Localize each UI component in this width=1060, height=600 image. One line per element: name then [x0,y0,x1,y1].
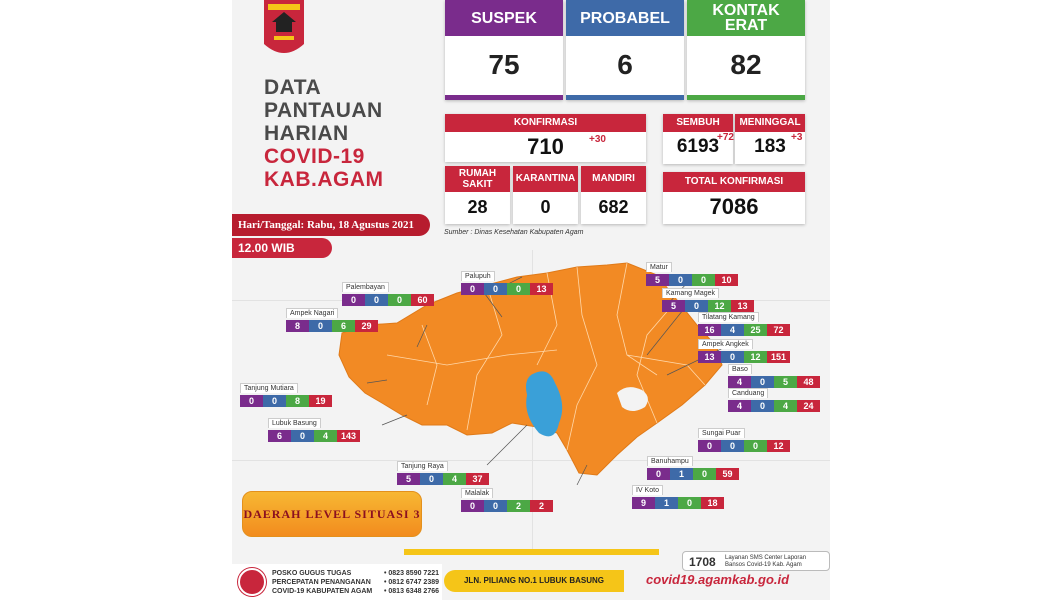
kontak-erat-label: KONTAK ERAT [687,0,805,36]
district-konfirmasi: 13 [530,283,553,295]
district-name: Tanjung Raya [397,461,448,471]
sms-desc-line: Layanan SMS Center Laporan [725,555,807,561]
district-probabel: 0 [751,376,774,388]
district-konfirmasi: 29 [355,320,378,332]
district-suspek: 8 [286,320,309,332]
district-probabel: 0 [751,400,774,412]
posko-line: PERCEPATAN PENANGANAN [272,579,371,586]
district-probabel: 0 [484,500,507,512]
probabel-bar [566,95,684,100]
district-name: Sungai Puar [698,428,745,438]
meninggal-value: 183 [754,136,786,157]
probabel-label: PROBABEL [566,0,684,36]
title-line: KAB.AGAM [264,168,384,191]
district-kontak: 25 [744,324,767,336]
suspek-label: SUSPEK [445,0,563,36]
date-banner: Hari/Tanggal: Rabu, 18 Agustus 2021 [232,214,430,236]
district-probabel: 0 [721,351,744,363]
district-probabel: 0 [721,440,744,452]
district-name: Kamang Magek [662,288,719,298]
district-label [240,377,332,407]
yellow-divider [404,549,659,555]
district-name: Malalak [461,488,493,498]
source-note: Sumber : Dinas Kesehatan Kabupaten Agam [444,229,584,236]
district-probabel: 0 [420,473,443,485]
district-probabel: 4 [721,324,744,336]
meninggal-box [735,114,805,164]
district-suspek: 9 [632,497,655,509]
kontak-erat-value: 82 [730,49,762,80]
phone-number[interactable]: • 0813 6348 2766 [384,588,440,595]
district-name: Ampek Nagari [286,308,338,318]
district-kontak: 0 [744,440,767,452]
sms-center-box [682,551,830,571]
district-konfirmasi: 18 [701,497,724,509]
time-banner: 12.00 WIB [232,238,332,258]
website-link[interactable]: covid19.agamkab.go.id [646,572,790,587]
district-kontak: 0 [388,294,411,306]
karantina-box [513,166,578,224]
suspek-box [445,0,563,100]
district-kontak: 4 [314,430,337,442]
total-konfirmasi-box [663,172,805,224]
sms-number[interactable]: 1708 [689,555,716,569]
rumah-sakit-box [445,166,510,224]
district-probabel: 0 [484,283,507,295]
sembuh-delta: +72 [717,132,734,143]
district-suspek: 4 [728,400,751,412]
district-suspek: 4 [728,376,751,388]
agam-regency-logo-icon [262,0,306,62]
title-line: COVID-19 [264,145,365,168]
konfirmasi-label: KONFIRMASI [445,114,646,132]
phone-number[interactable]: • 0823 8590 7221 [384,570,440,577]
district-kontak: 2 [507,500,530,512]
sembuh-label: SEMBUH [663,114,733,132]
district-kontak: 0 [693,468,716,480]
district-name: Lubuk Basung [268,418,321,428]
sms-desc-line: Bansos Covid-19 Kab. Agam [725,562,802,568]
district-probabel: 0 [669,274,692,286]
meninggal-delta: +3 [791,132,803,143]
district-suspek: 0 [461,500,484,512]
district-kontak: 4 [774,400,797,412]
district-label [698,306,790,336]
probabel-box [566,0,684,100]
district-suspek: 16 [698,324,721,336]
district-kontak: 0 [678,497,701,509]
rumah-sakit-value: 28 [467,197,488,217]
sembuh-box [663,114,733,164]
district-probabel: 0 [365,294,388,306]
district-kontak: 0 [692,274,715,286]
district-probabel: 0 [263,395,286,407]
district-konfirmasi: 19 [309,395,332,407]
district-suspek: 6 [268,430,291,442]
district-probabel: 0 [291,430,314,442]
posko-line: POSKO GUGUS TUGAS [272,570,352,577]
district-label [728,382,820,412]
suspek-value: 75 [488,49,520,80]
district-suspek: 0 [240,395,263,407]
district-label [698,422,790,452]
district-name: Tilatang Kamang [698,312,759,322]
district-label [647,450,739,480]
district-suspek: 0 [461,283,484,295]
page-title [264,76,444,191]
mandiri-label: MANDIRI [581,166,646,192]
district-name: IV Koto [632,485,663,495]
district-konfirmasi: 143 [337,430,360,442]
district-probabel: 1 [655,497,678,509]
district-kontak: 4 [443,473,466,485]
title-line: HARIAN [264,122,349,145]
district-kontak: 8 [286,395,309,407]
rumah-sakit-label: RUMAH SAKIT [445,166,510,192]
district-label [461,265,553,295]
district-name: Banuhampu [647,456,693,466]
district-label [461,482,553,512]
sms-description [725,555,806,569]
level-badge: DAERAH LEVEL SITUASI 3 [242,491,422,537]
district-konfirmasi: 151 [767,351,790,363]
district-name: Tanjung Mutiara [240,383,298,393]
infographic-poster [232,0,830,600]
district-suspek: 0 [698,440,721,452]
konfirmasi-delta: +30 [589,134,606,145]
posko-line: COVID-19 KABUPATEN AGAM [272,588,373,595]
district-suspek: 13 [698,351,721,363]
district-konfirmasi: 13 [731,300,754,312]
district-kontak: 12 [744,351,767,363]
district-label [286,302,378,332]
district-suspek: 0 [342,294,365,306]
district-suspek: 5 [646,274,669,286]
district-probabel: 1 [670,468,693,480]
district-name: Canduang [728,388,768,398]
district-suspek: 5 [397,473,420,485]
meninggal-label: MENINGGAL [735,114,805,132]
district-label [632,479,724,509]
district-suspek: 5 [662,300,685,312]
title-line: PANTAUAN [264,99,383,122]
district-konfirmasi: 24 [797,400,820,412]
district-probabel: 0 [309,320,332,332]
district-label [397,455,489,485]
district-kontak: 6 [332,320,355,332]
district-name: Ampek Angkek [698,339,753,349]
district-konfirmasi: 10 [715,274,738,286]
district-konfirmasi: 12 [767,440,790,452]
district-name: Palembayan [342,282,389,292]
district-konfirmasi: 37 [466,473,489,485]
phone-number[interactable]: • 0812 6747 2389 [384,579,440,586]
district-konfirmasi: 60 [411,294,434,306]
karantina-label: KARANTINA [513,166,578,192]
district-kontak: 12 [708,300,731,312]
mandiri-box [581,166,646,224]
district-name: Matur [646,262,672,272]
district-kontak: 5 [774,376,797,388]
district-probabel: 0 [685,300,708,312]
district-konfirmasi: 59 [716,468,739,480]
konfirmasi-box [445,114,646,162]
mandiri-value: 682 [598,197,629,217]
posko-phones [384,569,439,596]
district-konfirmasi: 48 [797,376,820,388]
district-konfirmasi: 2 [530,500,553,512]
sembuh-value: 6193 [676,136,720,157]
address-strip: JLN. PILIANG NO.1 LUBUK BASUNG [444,570,624,592]
total-konfirmasi-label: TOTAL KONFIRMASI [663,172,805,192]
total-konfirmasi-value: 7086 [709,194,759,219]
district-name: Palupuh [461,271,495,281]
district-konfirmasi: 72 [767,324,790,336]
kontak-erat-box [687,0,805,100]
konfirmasi-value: 710 [527,134,564,159]
suspek-bar [445,95,563,100]
probabel-value: 6 [617,49,633,80]
karantina-value: 0 [540,197,551,217]
district-name: Baso [728,364,752,374]
posko-text [272,569,372,596]
district-kontak: 0 [507,283,530,295]
district-label [268,412,360,442]
title-line: DATA [264,76,322,99]
kontak-erat-bar [687,95,805,100]
posko-logo-icon [238,568,266,596]
district-suspek: 0 [647,468,670,480]
